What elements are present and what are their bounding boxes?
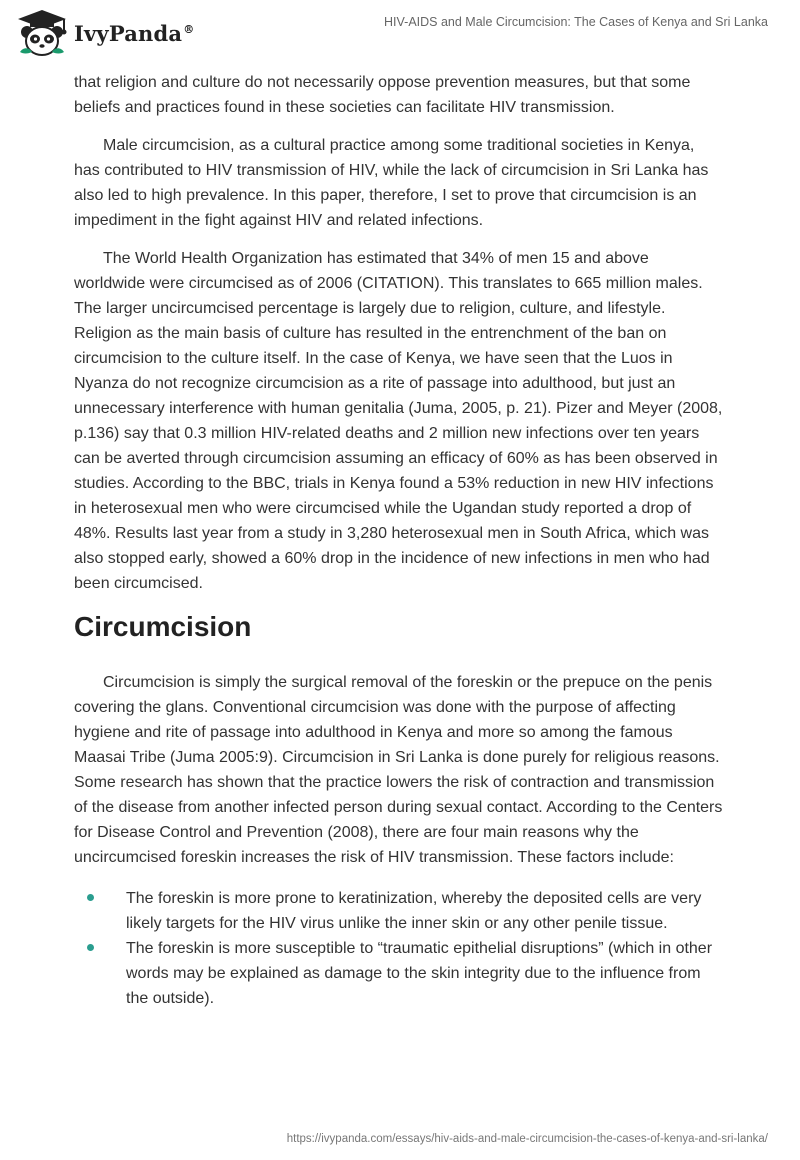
essay-body [74, 70, 724, 1011]
list-item [74, 936, 724, 1011]
list-item [74, 886, 724, 936]
bullet-list [74, 886, 724, 1011]
paragraph: that religion and culture do not necessarily oppose prevention measures, but that some beliefs and practices found in these societies can facilitate HIV transmission. [74, 74, 691, 116]
logo-text: IvyPanda® [74, 20, 195, 46]
paragraph: Circumcision is simply the surgical removal of the foreskin or the prepuce on the penis covering the glans. Conventional circumcision was done with the purpose of affecting hygiene and rite of passage into adulthood in Kenya and more so among the famous Maasai Tribe (Juma 2005:9). Circumcision in Sri Lanka is done purely for religious reasons. Some research has shown that the practice lowers the risk of contraction and transmission of the disease from another infected person during sexual contact. According to the Centers for Disease Control and Prevention (2008), there are four main reasons why the uncircumcised foreskin increases the risk of HIV transmission. These factors include: [74, 674, 723, 866]
section-heading: Circumcision [74, 611, 252, 642]
registered-mark: ® [183, 22, 195, 36]
ivypanda-logo[interactable] [14, 8, 194, 58]
panda-graduate-icon [14, 8, 70, 58]
list-item-text: The foreskin is more prone to keratinization, whereby the deposited cells are very likely targets for the HIV virus unlike the inner skin or any other penile tissue. [126, 890, 702, 932]
paragraph: Male circumcision, as a cultural practice among some traditional societies in Kenya, has contributed to HIV transmission of HIV, while the lack of circumcision in Sri Lanka has also led to high prevalence. In this paper, therefore, I set to prove that circumcision is an impediment in the fight against HIV and related infections. [74, 137, 709, 229]
document-title: HIV-AIDS and Male Circumcision: The Cases of Kenya and Sri Lanka [384, 15, 768, 29]
bullet-dot-icon [87, 944, 94, 951]
source-url-link[interactable]: https://ivypanda.com/essays/hiv-aids-and-male-circumcision-the-cases-of-kenya-and-sri-lanka/ [286, 1133, 768, 1145]
bullet-dot-icon [87, 894, 94, 901]
list-item-text: The foreskin is more susceptible to “traumatic epithelial disruptions” (which in other words may be explained as damage to the skin integrity due to the influence from the outside). [126, 940, 713, 1007]
paragraph: The World Health Organization has estimated that 34% of men 15 and above worldwide were circumcised as of 2006 (CITATION). This translates to 665 million males. The larger uncircumcised percentage is largely due to religion, culture, and lifestyle. Religion as the main basis of culture has resulted in the entrenchment of the ban on circumcision to the culture itself. In the case of Kenya, we have seen that the Luos in Nyanza do not recognize circumcision as a rite of passage into adulthood, but just an unnecessary interference with human genitalia (Juma, 2005, p. 21). Pizer and Meyer (2008, p.136) say that 0.3 million HIV-related deaths and 2 million new infections over ten years can be averted through circumcision assuming an efficacy of 60% as has been observed in studies. According to the BBC, trials in Kenya found a 53% reduction in new HIV infections in heterosexual men who were circumcised while the Ugandan study reported a drop of 48%. Results last year from a study in 3,280 heterosexual men in South Africa, which was also stopped early, showed a 60% drop in the incidence of new infections in men who had been circumcised. [74, 250, 723, 592]
page-header [0, 0, 800, 70]
